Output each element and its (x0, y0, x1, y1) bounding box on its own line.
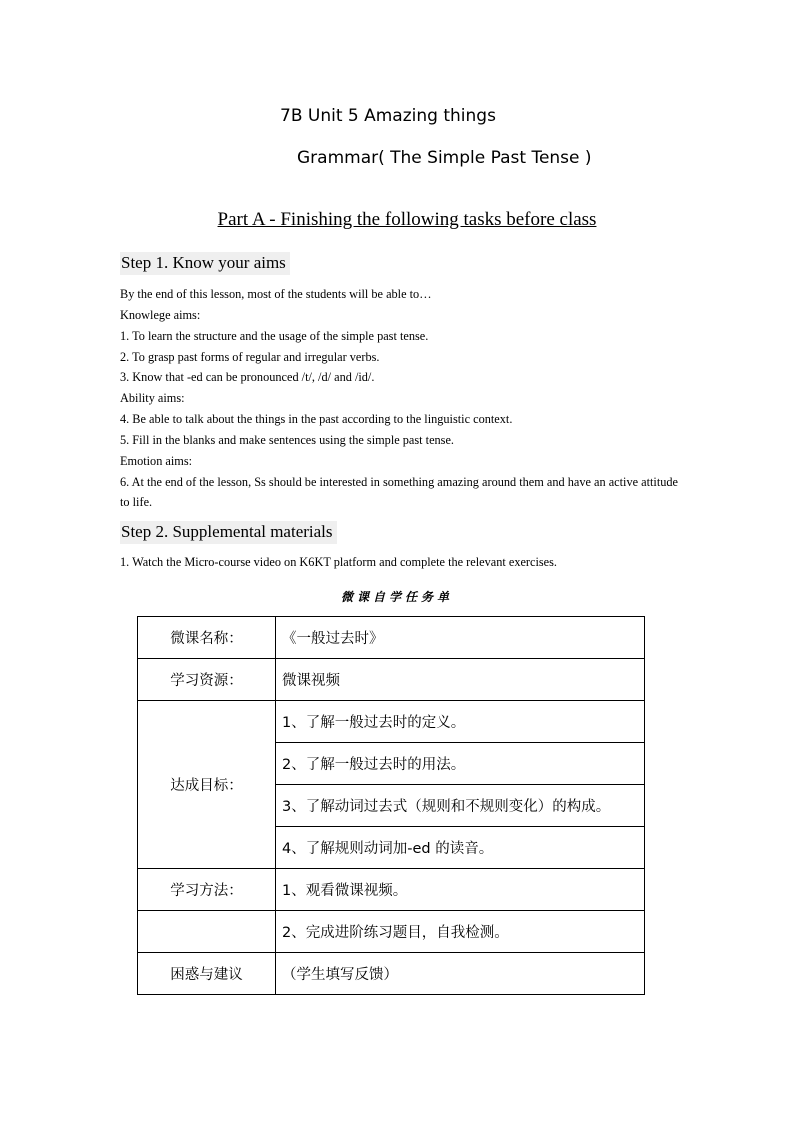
step2-instruction: 1. Watch the Micro-course video on K6KT platform and complete the relevant exercises. (120, 555, 557, 569)
document-subtitle: Grammar( The Simple Past Tense ) (297, 148, 592, 168)
table-cell-label: 困惑与建议 (138, 953, 276, 995)
table-row (138, 911, 645, 953)
step2-heading: Step 2. Supplemental materials (120, 521, 337, 544)
table-row (138, 953, 645, 995)
aims-intro: By the end of this lesson, most of the students will be able to… (120, 287, 432, 301)
table-cell-value: 3、了解动词过去式（规则和不规则变化）的构成。 (276, 785, 645, 827)
task-sheet-table (137, 616, 645, 995)
table-row (138, 701, 645, 743)
table-cell-value: 1、观看微课视频。 (276, 869, 645, 911)
table-cell-value: 2、了解一般过去时的用法。 (276, 743, 645, 785)
table-cell-value: 《一般过去时》 (276, 617, 645, 659)
table-cell-value: 微课视频 (276, 659, 645, 701)
aims-text (120, 284, 690, 513)
ability-aims-label: Ability aims: (120, 391, 185, 406)
table-cell-value: 1、了解一般过去时的定义。 (276, 701, 645, 743)
table-cell-label: 达成目标： (138, 701, 276, 869)
task-sheet-title: 微课自学任务单 (340, 590, 453, 604)
aim-item: 4. Be able to talk about the things in the past according to the linguistic context. (120, 412, 513, 427)
table-cell-label: 微课名称： (138, 617, 276, 659)
table-cell-label: 学习方法： (138, 869, 276, 911)
aim-item: 5. Fill in the blanks and make sentences using the simple past tense. (120, 432, 455, 447)
document-title: 7B Unit 5 Amazing things (280, 106, 496, 126)
knowledge-aims-label: Knowlege aims: (120, 307, 201, 322)
aim-item: 3. Know that -ed can be pronounced /t/, /d/ and /id/. (120, 370, 375, 385)
table-cell-label (138, 911, 276, 953)
emotion-aims-label: Emotion aims: (120, 453, 193, 468)
part-a-heading: Part A - Finishing the following tasks before class (217, 209, 597, 230)
table-cell-label: 学习资源： (138, 659, 276, 701)
table-row (138, 869, 645, 911)
table-cell-value: 4、了解规则动词加-ed 的读音。 (276, 827, 645, 869)
table-cell-value: （学生填写反馈） (276, 953, 645, 995)
aim-item: 1. To learn the structure and the usage of the simple past tense. (120, 328, 429, 343)
table-row (138, 659, 645, 701)
step1-heading: Step 1. Know your aims (120, 252, 290, 275)
table-cell-value: 2、完成进阶练习题目，自我检测。 (276, 911, 645, 953)
aim-item: 6. At the end of the lesson, Ss should be interested in something amazing around them and have an active attitude to life. (120, 474, 679, 510)
table-row (138, 617, 645, 659)
aim-item: 2. To grasp past forms of regular and irregular verbs. (120, 349, 380, 364)
